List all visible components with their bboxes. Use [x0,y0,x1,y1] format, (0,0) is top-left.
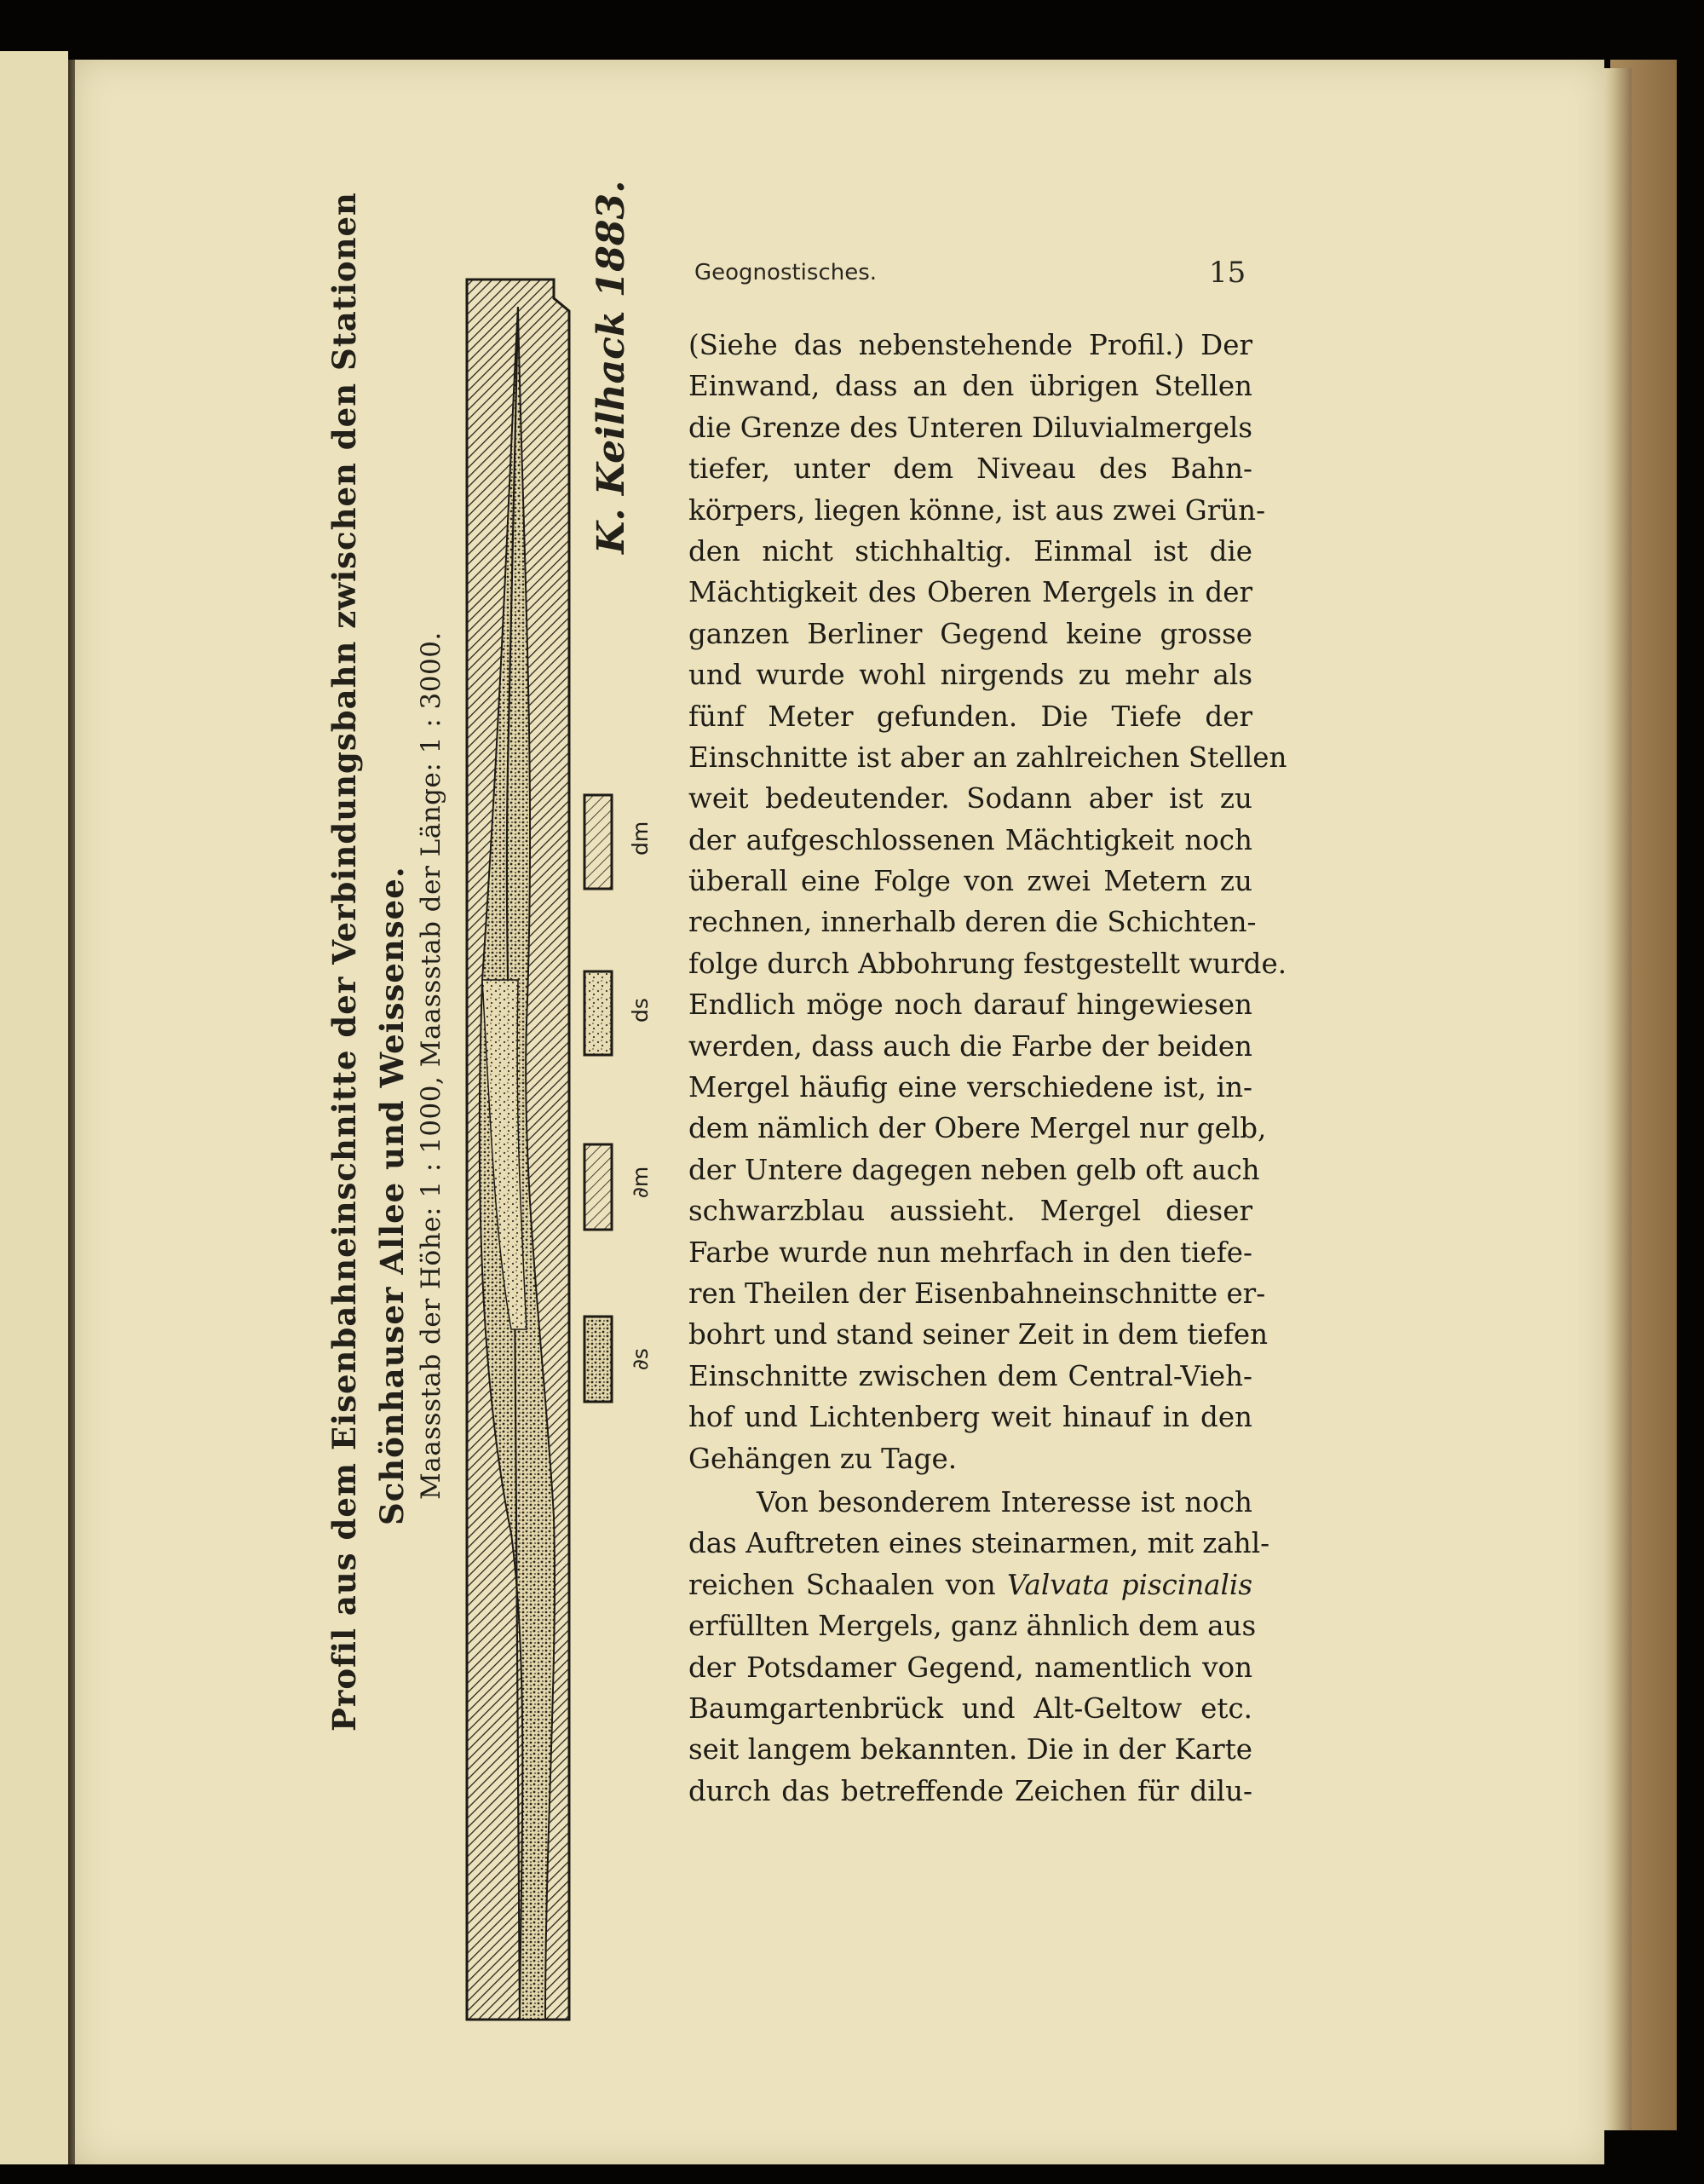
legend-box-ds [584,971,612,1055]
text-line: Einschnitte zwischen dem Central-Vieh- [688,1359,1252,1392]
text-line: dem nämlich der Obere Mergel nur gelb, [688,1112,1267,1145]
text-line: und wurde wohl nirgends zu mehr als [688,659,1252,692]
text-line: der aufgeschlossenen Mächtigkeit noch [688,823,1252,856]
legend-label-ds: ds [628,998,653,1023]
text-line: Einschnitte ist aber an zahlreichen Stellen [688,740,1287,774]
text-line: hof und Lichtenberg weit hinauf in den [688,1401,1252,1434]
text-line: das Auftreten eines steinarmen, mit zahl- [688,1527,1270,1560]
figure-caption-subtitle: Schönhauser Allee und Weissensee. [373,866,411,1525]
text-line: Gehängen zu Tage. [688,1442,958,1475]
body-text [688,325,1287,1812]
legend-label-d-s: ∂s [628,1348,653,1370]
figure-caption-title: Profil aus dem Eisenbahneinschnitte der Verbindungsbahn zwischen den Stationen [325,192,363,1732]
legend-box-dm [584,795,612,889]
text-line: (Siehe das nebenstehende Profil.) Der [688,329,1252,361]
text-line: überall eine Folge von zwei Metern zu [688,865,1252,898]
text-line: der Potsdamer Gegend, namentlich von [688,1651,1252,1684]
paragraph-2 [688,1482,1270,1812]
profile-section [467,279,569,2020]
legend-box-d-m [584,1144,612,1230]
text-line: fünf Meter gefunden. Die Tiefe der [688,700,1252,733]
text-line: werden, dass auch die Farbe der beiden [688,1029,1252,1063]
text-line: schwarzblau aussieht. Mergel dieser [688,1195,1252,1228]
text-line: Baumgartenbrück und Alt-Geltow etc. [688,1691,1252,1725]
figure-scale-note: Maassstab der Höhe: 1 : 1000, Maassstab der Länge: 1 : 3000. [416,631,446,1500]
text-line: Mächtigkeit des Oberen Mergels in der [688,576,1252,609]
text-fragment: reichen Schaalen von [688,1568,1007,1601]
text-line: tiefer, unter dem Niveau des Bahn- [688,452,1252,486]
text-line: erfüllten Mergels, ganz ähnlich dem aus [688,1610,1257,1643]
text-line [688,1565,1252,1605]
text-line: Endlich möge noch darauf hingewiesen [688,988,1252,1022]
text-line: seit langem bekannten. Die in der Karte [688,1733,1252,1766]
text-line: Mergel häufig eine verschiedene ist, in- [688,1071,1252,1104]
text-line: ren Theilen der Eisenbahneinschnitte er- [688,1276,1266,1310]
text-line: weit bedeutender. Sodann aber ist zu [688,782,1252,815]
text-line: rechnen, innerhalb deren die Schichten- [688,906,1257,939]
text-line: folge durch Abbohrung festgestellt wurde. [688,947,1287,980]
text-line: bohrt und stand seiner Zeit in dem tiefen [688,1318,1269,1351]
text-line: durch das betreffende Zeichen für dilu- [688,1774,1252,1807]
text-line: körpers, liegen könne, ist aus zwei Grün- [688,493,1266,527]
text-line: den nicht stichhaltig. Einmal ist die [688,534,1252,568]
text-line: Von besonderem Interesse ist noch [757,1485,1252,1518]
engraver-signature: K. Keilhack 1883. [590,180,633,554]
species-name: Valvata piscinalis [1007,1568,1252,1601]
text-line: der Untere dagegen neben gelb oft auch [688,1153,1260,1186]
paragraph-1 [688,325,1287,1479]
running-header: Geognostisches. [694,260,878,285]
legend-box-d-s [584,1317,612,1402]
legend-label-dm: dm [628,821,653,856]
text-line: ganzen Berliner Gegend keine grosse [688,617,1252,650]
text-line: Einwand, dass an den übrigen Stellen [688,370,1252,403]
text-line: die Grenze des Unteren Diluvialmergels [688,411,1252,444]
text-line: Farbe wurde nun mehrfach in den tiefe- [688,1236,1252,1269]
page-number: 15 [1209,256,1246,290]
legend-label-d-m: ∂m [628,1166,653,1198]
